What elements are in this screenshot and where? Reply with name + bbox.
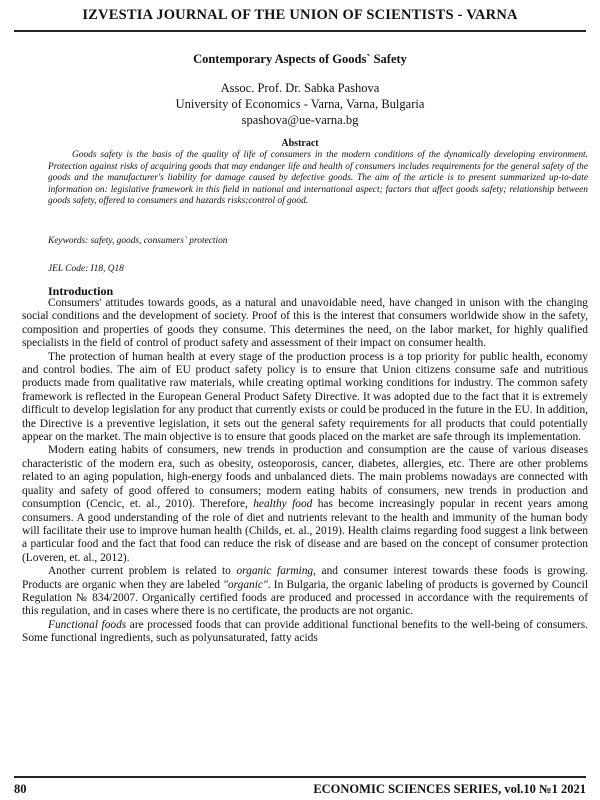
paragraph: The protection of human health at every stage of the production process is a top priority for public health, economy and control bodies. The aim of EU product safety policy is to ensure that Union citizens consume safe and nutritious products made from qualitative raw materials, while creating optimal working conditions for industry. The common safety framework is reflected in the European General Product Safety Directive. It was adopted due to the fact that it is extremely difficult to develop legislation for any product that currently exists or could be produced in the future in the EU. In addition, the Directive is a preventive legislation, it sets out the general safety requirements for all products that could potentially appear on the market. The main objective is to ensure that goods placed on the market are safe through its implementation. [22, 350, 588, 444]
emphasis: organic farming [236, 565, 314, 578]
text-run: has become increasingly popular in recent years among consumers. A good understanding of the role of diet and nutrients relevant to the health and immunity of the human body will facilitate their use to improve human health (Childs, et. al., 2019). Health claims regarding food suggest a link between a particular food and the fact that food can reduce the risk of disease and are based on the concept of consumer protection (Loveren, et. al., 2012). [22, 498, 588, 564]
text-run: . In Bulgaria, the organic labeling of products is governed by Council Regulation № 834/2007. Organically certified foods are produced and processed in accordance with the requirements of this regulation, and in cases where there is no certificate, the products are not organic. [22, 578, 588, 618]
emphasis: healthy food [253, 498, 313, 511]
jel-code: JEL Code: I18, Q18 [48, 264, 124, 274]
keywords: Keywords: safety, goods, consumers` protection [48, 236, 228, 246]
paragraph [22, 444, 588, 565]
author-email[interactable]: spashova@ue-varna.bg [241, 113, 359, 127]
paragraph: Consumers' attitudes towards goods, as a natural and unavoidable need, have changed in unison with the changing social conditions and the development of society. Proof of this is the interest that consumers worldwide show in the safety, composition and properties of goods they consume. This determines the need, on the labor market, for highly qualified specialists in the field of control of product safety and assessment of their impact on consumer health. [22, 297, 588, 350]
text-run: are processed foods that can provide additional functional benefits to the well-being of consumers. Some functional ingredients, such as polyunsaturated, fatty acids [22, 618, 588, 645]
running-header: IZVESTIA JOURNAL OF THE UNION OF SCIENTISTS - VARNA [14, 4, 586, 32]
text-run: , and consumer interest towards these foods is growing. Products are organic when they are labeled [22, 565, 589, 591]
abstract-heading: Abstract [281, 138, 319, 149]
section-heading-introduction: Introduction [48, 284, 114, 298]
paragraph [22, 565, 588, 619]
running-footer [14, 776, 586, 798]
abstract-text: Goods safety is the basis of the quality of life of consumers in the modern conditions of the dynamically developing environment. Protection against risks of acquiring goods that may endanger life and health of consumers includes requirements for the general safety of the goods and the manufacturer's liability for damage caused by defective goods. The aim of the article is to present summarized up-to-date information on: legislative framework in this field in national and international aspect; factors that affect goods safety; relationship between goods safety, offered to consumers and hazards risks;control of good. [48, 150, 588, 207]
page-number: 80 [14, 782, 27, 796]
article-title: Contemporary Aspects of Goods` Safety [193, 52, 407, 66]
emphasis: Functional foods [48, 618, 127, 631]
paragraph [22, 619, 588, 646]
body-text [22, 297, 588, 646]
text-run: Modern eating habits of consumers, new trends in production and consumption are the cause of various diseases characteristic of the modern era, such as obesity, osteoporosis, cancer, diabetes, allergies, etc. There are other problems related to an aging population, high-energy foods and unbalanced diets. The main problems nowadays are connected with quality and safety of good offered to consumers; modern eating habits of consumers, new trends in production and consumption (Cencic, et. al., 2010). Therefore, [22, 444, 588, 511]
author-affiliation: University of Economics - Varna, Varna, Bulgaria [175, 97, 425, 111]
author-name: Assoc. Prof. Dr. Sabka Pashova [220, 81, 380, 95]
author-block [0, 80, 600, 128]
emphasis: "organic" [223, 578, 268, 591]
text-run: Another current problem is related to [48, 565, 237, 578]
series-info: ECONOMIC SCIENCES SERIES, vol.10 №1 2021 [313, 782, 586, 796]
